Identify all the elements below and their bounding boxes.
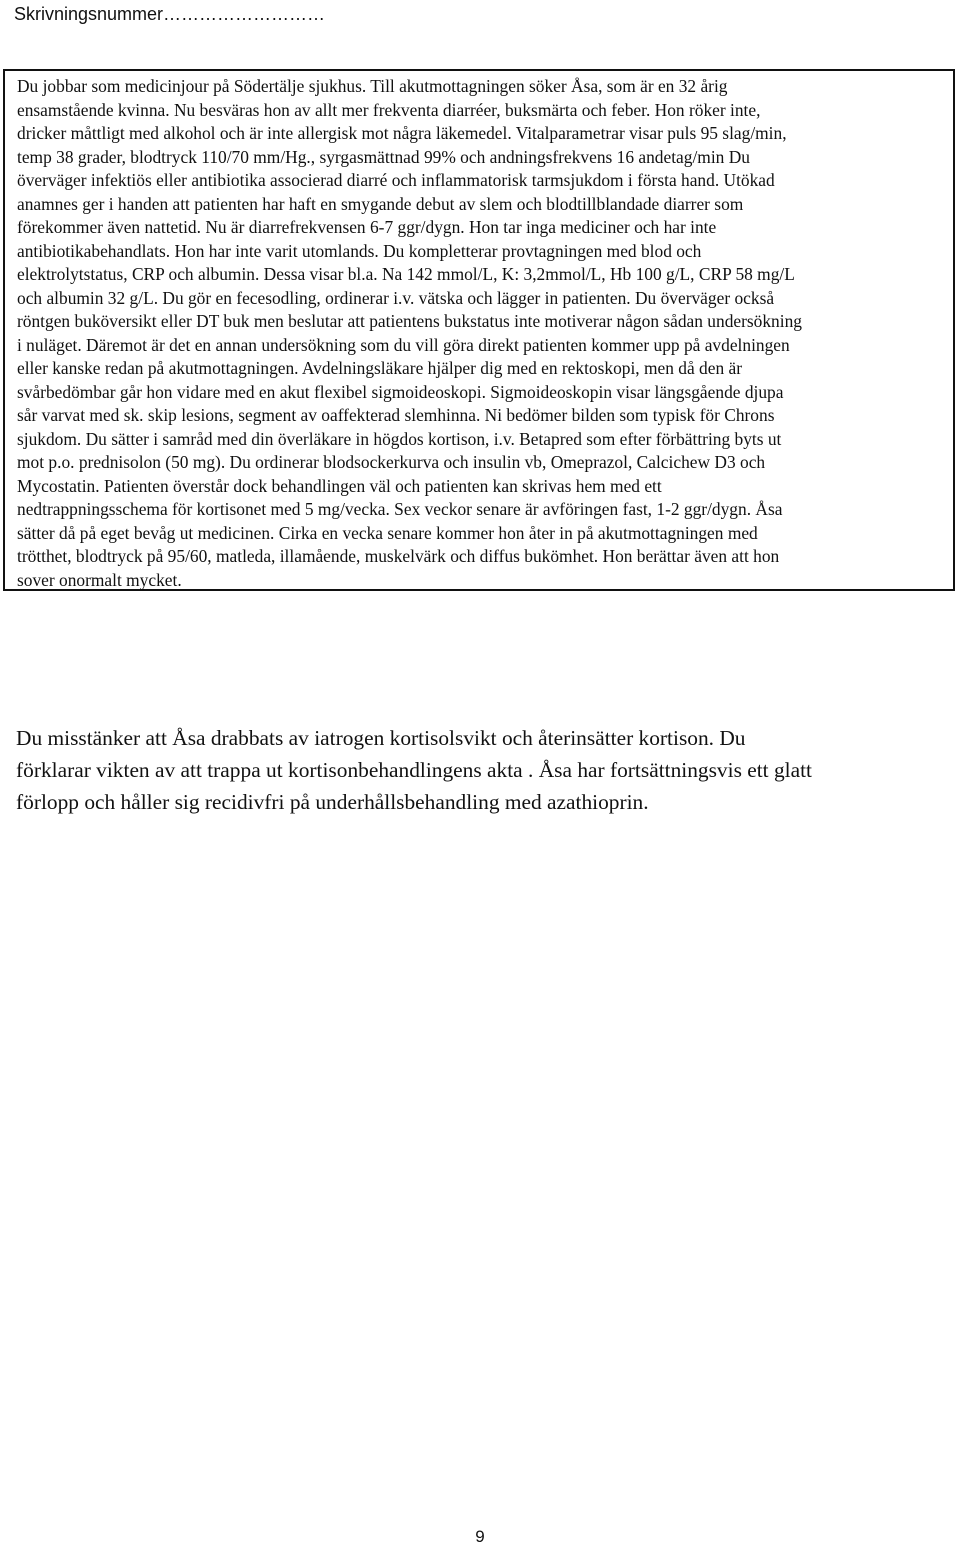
case-line: och albumin 32 g/L. Du gör en fecesodling, ordinerar i.v. vätska och lägger in patienten. Du överväger också bbox=[17, 287, 775, 308]
case-line: eller kanske redan på akutmottagningen. Avdelningsläkare hjälper dig med en rektoskopi, men då den är bbox=[17, 358, 743, 378]
case-line: sår varvat med sk. skip lesions, segment av oaffekterad slemhinna. Ni bedömer bilden som typisk för Chrons bbox=[17, 405, 775, 425]
case-line: överväger infektiös eller antibiotika associerad diarré och inflammatorisk tarmsjukdom i första hand. Utökad bbox=[17, 170, 775, 190]
case-line: temp 38 grader, blodtryck 110/70 mm/Hg., syrgasmättnad 99% och andningsfrekvens 16 andetag/min Du bbox=[17, 146, 750, 167]
case-line: Du jobbar som medicinjour på Södertälje sjukhus. Till akutmottagningen söker Åsa, som är en 32 årig bbox=[17, 76, 728, 96]
conclusion-text bbox=[16, 722, 941, 818]
case-description-text bbox=[17, 75, 943, 592]
case-line: dricker måttligt med alkohol och är inte allergisk mot några läkemedel. Vitalparametrar visar puls 95 slag/min, bbox=[17, 123, 787, 143]
case-line: sätter då på eget bevåg ut medicinen. Cirka en vecka senare kommer hon åter in på akutmottagningen med bbox=[17, 522, 758, 543]
case-line: nedtrappningsschema för kortisonet med 5 mg/vecka. Sex veckor senare är avföringen fast, 1-2 ggr/dygn. Åsa bbox=[17, 499, 783, 519]
conclusion-section bbox=[16, 722, 941, 818]
page-number: 9 bbox=[475, 1527, 485, 1546]
case-line: sjukdom. Du sätter i samråd med din överläkare in högdos kortison, i.v. Betapred som efter förbättring byts ut bbox=[17, 428, 782, 449]
case-line: trötthet, blodtryck på 95/60, matleda, illamående, muskelvärk och diffus bukömhet. Hon berättar även att hon bbox=[17, 546, 780, 566]
case-line: antibiotikabehandlats. Hon har inte varit utomlands. Du kompletterar provtagningen med blod och bbox=[17, 240, 702, 261]
case-line: röntgen buköversikt eller DT buk men beslutar att patientens bukstatus inte motiverar någon sådan undersökning bbox=[17, 311, 802, 331]
conclusion-line: Du misstänker att Åsa drabbats av iatrogen kortisolsvikt och återinsätter kortison. Du bbox=[16, 726, 746, 750]
exam-number-label: Skrivningsnummer……………………… bbox=[14, 4, 326, 24]
case-line: Mycostatin. Patienten överstår dock behandlingen väl och patienten kan skrivas hem med ett bbox=[17, 475, 662, 496]
case-line: i nuläget. Däremot är det en annan undersökning som du vill göra direkt patienten kommer upp på avdelningen bbox=[17, 334, 790, 355]
case-line: sover onormalt mycket. bbox=[17, 569, 182, 590]
case-line: förekommer även nattetid. Nu är diarrefrekvensen 6-7 ggr/dygn. Hon tar inga mediciner och har inte bbox=[17, 217, 717, 237]
case-line: anamnes ger i handen att patienten har haft en smygande debut av slem och blodtillblandade diarrer som bbox=[17, 193, 744, 214]
case-line: svårbedömbar går hon vidare med en akut flexibel sigmoideoskopi. Sigmoideoskopin visar längsgående djupa bbox=[17, 381, 784, 402]
conclusion-line: förklarar vikten av att trappa ut kortisonbehandlingens akta . Åsa har fortsättningsvis ett glatt bbox=[16, 758, 812, 782]
case-line: ensamstående kvinna. Nu besväras hon av allt mer frekventa diarréer, buksmärta och feber. Hon röker inte, bbox=[17, 99, 761, 120]
case-line: mot p.o. prednisolon (50 mg). Du ordinerar blodsockerkurva och insulin vb, Omeprazol, Calcichew D3 och bbox=[17, 452, 766, 472]
case-description-box bbox=[3, 69, 955, 591]
conclusion-line: förlopp och håller sig recidivfri på underhållsbehandling med azathioprin. bbox=[16, 790, 649, 814]
case-line: elektrolytstatus, CRP och albumin. Dessa visar bl.a. Na 142 mmol/L, K: 3,2mmol/L, Hb 100 g/L, CRP 58 mg/L bbox=[17, 264, 795, 284]
